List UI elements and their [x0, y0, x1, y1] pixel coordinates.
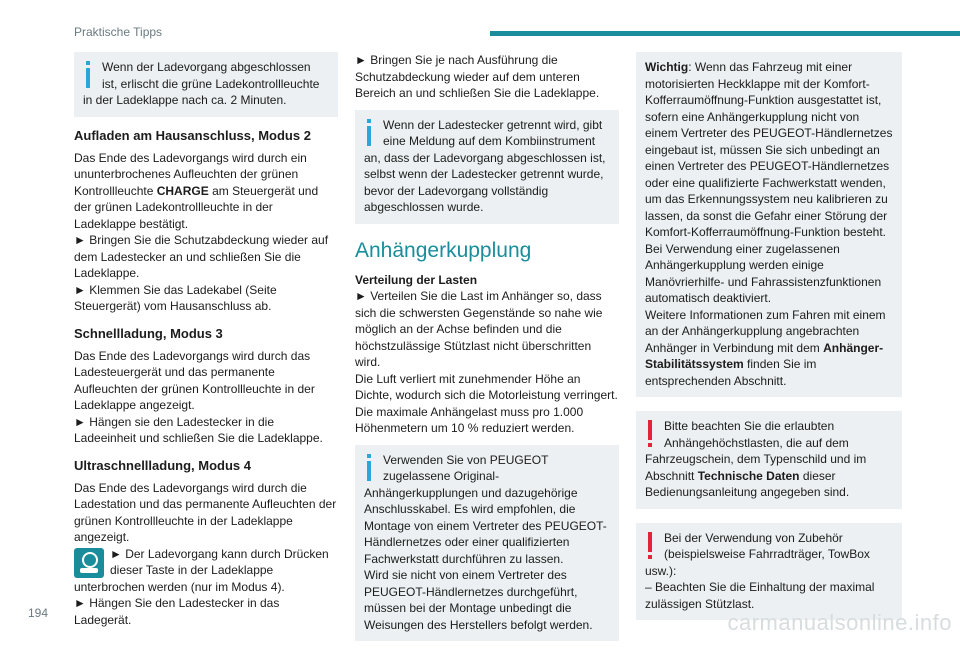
- load-text: ► Verteilen Sie die Last im Anhänger so, dass sich die schwersten Gegenstände so nahe wie möglich an der Achse befinden und die höchstzulässige Stützlast nicht überschritten wird.: [355, 289, 603, 369]
- modus4-step1: ► Der Ladevorgang kann durch Drücken dieser Taste in der Ladeklappe unterbrochen werden (nur im Modus 4).: [74, 546, 329, 594]
- step-cover: ► Bringen Sie je nach Ausführung die Schutzabdeckung wieder auf dem unteren Bereich an und schließen Sie die Ladeklappe.: [355, 53, 600, 100]
- info-note-peugeot: [355, 445, 619, 642]
- watermark: carmanualsonline.info: [727, 610, 952, 635]
- note-text: Wenn der Ladevorgang abgeschlossen ist, erlischt die grüne Ladekontrollleuchte in der Ladeklappe nach ca. 2 Minuten.: [83, 60, 320, 107]
- modus2-step1: ► Bringen Sie die Schutzabdeckung wieder auf dem Ladestecker an und schließen Sie die Ladeklappe.: [74, 233, 329, 280]
- note-text: Wenn der Ladestecker getrennt wird, gibt eine Meldung auf dem Kombiinstrument an, dass der Ladevorgang abgeschlossen ist, selbst wenn der Ladestecker getrennt wurde, bevor der Ladevorgang vollständig abgeschlossen wurde.: [364, 117, 606, 214]
- info-note-charge-complete: [74, 52, 338, 117]
- important-text: Wichtig: Wenn das Fahrzeug mit einer motorisierten Heckklappe mit der Komfort-Kofferraumöffnung-Funktion ausgestattet ist, sofern eine Anhängerkupplung nicht von einem Vertreter des PEUGEOT-Händlernetzes eingebaut ist, müssen Sie sich unbedingt an einen Vertreter des PEUGEOT-Händlernetzes oder eine qualifizierte Fachwerkstatt wenden, um das Erkennungssystem neu kalibrieren zu lassen, da sonst die Gefahr einer Störung der Komfort-Kofferraumöffnung-Funktion besteht.: [645, 60, 893, 239]
- info-icon: [81, 61, 95, 91]
- header-accent-bar: [490, 31, 960, 36]
- note-text: Verwenden Sie von PEUGEOT zugelassene Original-Anhängerkupplungen und dazugehörige Anschlusskabel. Es wird empfohlen, die Montage von einem Vertreter des PEUGEOT-Händlernetzes oder einer qualifizierten Fachwerkstatt durchführen zu lassen.: [364, 452, 607, 566]
- modus4-step1-row: [74, 546, 338, 596]
- heading-anhaengerkupplung: Anhängerkupplung: [355, 238, 532, 262]
- heading-modus3: Schnellladung, Modus 3: [74, 325, 223, 341]
- important-note: [636, 52, 902, 397]
- modus4-step2: ► Hängen Sie den Ladestecker in das Ladegerät.: [74, 596, 280, 627]
- warning-text-2: – Beachten Sie die Einhaltung der maximal zulässigen Stützlast.: [645, 580, 875, 611]
- column-right: [636, 52, 902, 630]
- warning-note-loads: [636, 411, 902, 509]
- heading-modus2: Aufladen am Hausanschluss, Modus 2: [74, 127, 311, 143]
- warning-note-accessories: [636, 523, 902, 621]
- modus3-text: Das Ende des Ladevorgangs wird durch das Ladesteuergerät und das permanente Aufleuchten der grünen Kontrollleuchte in der Ladeklappe angezeigt.: [74, 348, 315, 412]
- altitude-text: Die Luft verliert mit zunehmender Höhe an Dichte, wodurch sich die Motorleistung verringert. Die maximale Anhängelast muss pro 1.000 Höhenmetern um 10 % reduziert werden.: [355, 371, 618, 435]
- modus2-text: Das Ende des Ladevorgangs wird durch ein ununterbrochenes Aufleuchten der grünen Kontrollleuchte CHARGE am Steuergerät und der grünen Ladekontrollleuchte in der Ladeklappe bestätigt.: [74, 150, 319, 231]
- info-icon: [362, 454, 376, 484]
- warning-icon: [643, 532, 657, 562]
- note-text-2: Wird sie nicht von einem Vertreter des PEUGEOT-Händlernetzes durchgeführt, müssen bei der Montage unbedingt die Weisungen des Herstellers befolgt werden.: [364, 568, 593, 632]
- modus4-text: Das Ende des Ladevorgangs wird durch die Ladestation und das permanente Aufleuchten der grünen Kontrollleuchte in der Ladeklappe angezeigt.: [74, 480, 337, 544]
- section-header: Praktische Tipps: [74, 25, 163, 39]
- heading-modus4: Ultraschnellladung, Modus 4: [74, 457, 251, 473]
- warning-text: Bitte beachten Sie die erlaubten Anhängehöchstlasten, die auf dem Fahrzeugschein, dem Typenschild und im Abschnitt Technische Daten dieser Bedienungsanleitung angegeben sind.: [645, 419, 867, 499]
- page-number: 194: [28, 606, 49, 620]
- modus3-step: ► Hängen sie den Ladestecker in die Ladeeinheit und schließen Sie die Ladeklappe.: [74, 414, 323, 445]
- info-note-unplug: [355, 110, 619, 224]
- column-middle: [355, 52, 619, 651]
- column-left: [74, 52, 338, 628]
- modus2-step2: ► Klemmen Sie das Ladekabel (Seite Steuergerät) vom Hausanschluss ab.: [74, 282, 277, 313]
- warning-text: Bei der Verwendung von Zubehör (beispielsweise Fahrradträger, TowBox usw.):: [645, 530, 870, 578]
- warning-icon: [643, 420, 657, 450]
- info-icon: [362, 119, 376, 149]
- important-text-3: Weitere Informationen zum Fahren mit einem an der Anhängerkupplung angebrachten Anhänger in Verbindung mit dem Anhänger-Stabilitätssystem finden Sie im entsprechenden Abschnitt.: [645, 307, 886, 388]
- subheading-load: Verteilung der Lasten: [355, 272, 478, 287]
- charge-stop-button-icon: [74, 548, 104, 578]
- important-text-2: Bei Verwendung einer zugelassenen Anhängerkupplung werden einige Manövrierhilfe- und Fahrassistenzfunktionen automatisch deaktiviert.: [645, 241, 882, 305]
